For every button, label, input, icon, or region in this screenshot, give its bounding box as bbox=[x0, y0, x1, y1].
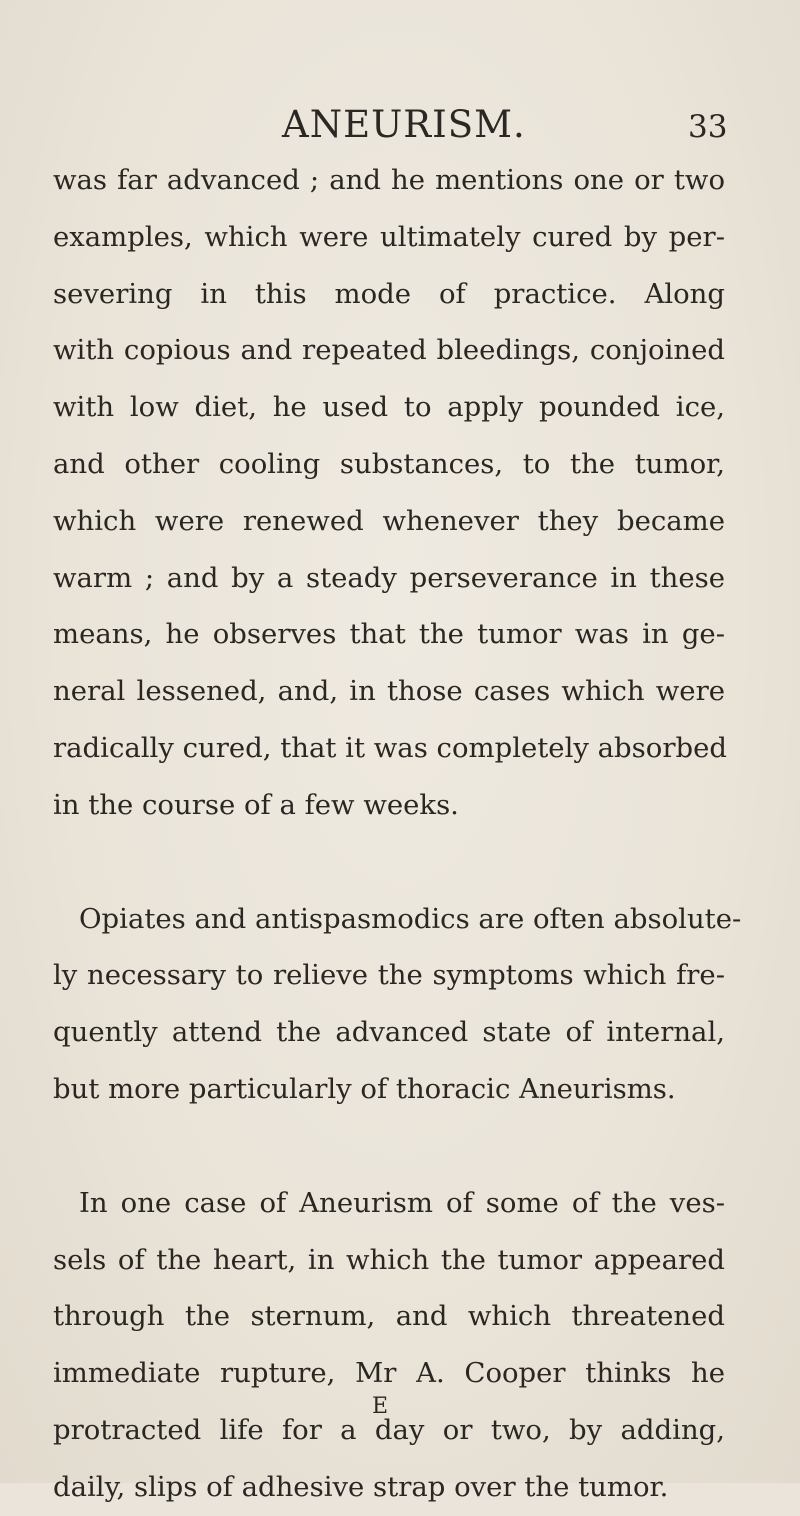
text-line: which were renewed whenever they became bbox=[53, 504, 725, 537]
text-line: radically cured, that it was completely absorbed bbox=[53, 731, 727, 764]
paragraph-1 bbox=[53, 152, 725, 834]
paragraph-2 bbox=[53, 891, 742, 1118]
text-line: In one case of Aneurism of some of the ves- bbox=[79, 1186, 725, 1219]
text-line: but more particularly of thoracic Aneurisms. bbox=[53, 1072, 676, 1105]
text-line: through the sternum, and which threatened bbox=[53, 1300, 725, 1333]
text-line: Opiates and antispasmodics are often absolute- bbox=[79, 902, 742, 935]
running-head bbox=[0, 100, 800, 150]
text-line: quently attend the advanced state of internal, bbox=[53, 1016, 725, 1049]
text-line: with copious and repeated bleedings, conjoined bbox=[53, 334, 725, 367]
running-head-title: ANEURISM. bbox=[282, 103, 526, 146]
text-line: severing in this mode of practice. Along bbox=[53, 277, 725, 310]
text-line: with low diet, he used to apply pounded ice, bbox=[53, 391, 725, 424]
text-line: warm ; and by a steady perseverance in these bbox=[53, 561, 725, 594]
text-line: means, he observes that the tumor was in ge- bbox=[53, 618, 725, 651]
text-line: examples, which were ultimately cured by per- bbox=[53, 220, 725, 253]
text-line: neral lessened, and, in those cases which were bbox=[53, 675, 725, 708]
text-line: was far advanced ; and he mentions one or two bbox=[53, 164, 725, 196]
text-line: sels of the heart, in which the tumor appeared bbox=[53, 1243, 725, 1276]
text-line: daily, slips of adhesive strap over the tumor. bbox=[53, 1470, 669, 1503]
text-line: immediate rupture, Mr A. Cooper thinks he bbox=[53, 1357, 725, 1390]
body-text bbox=[53, 152, 742, 1516]
text-line: ly necessary to relieve the symptoms which fre- bbox=[53, 959, 725, 992]
text-line: protracted life for a day or two, by adding, bbox=[53, 1413, 725, 1446]
text-line: and other cooling substances, to the tumor, bbox=[53, 447, 725, 480]
paragraph-3 bbox=[53, 1175, 725, 1516]
text-line: in the course of a few weeks. bbox=[53, 788, 459, 821]
signature-mark: E bbox=[372, 1394, 389, 1419]
page-number: 33 bbox=[688, 109, 728, 145]
